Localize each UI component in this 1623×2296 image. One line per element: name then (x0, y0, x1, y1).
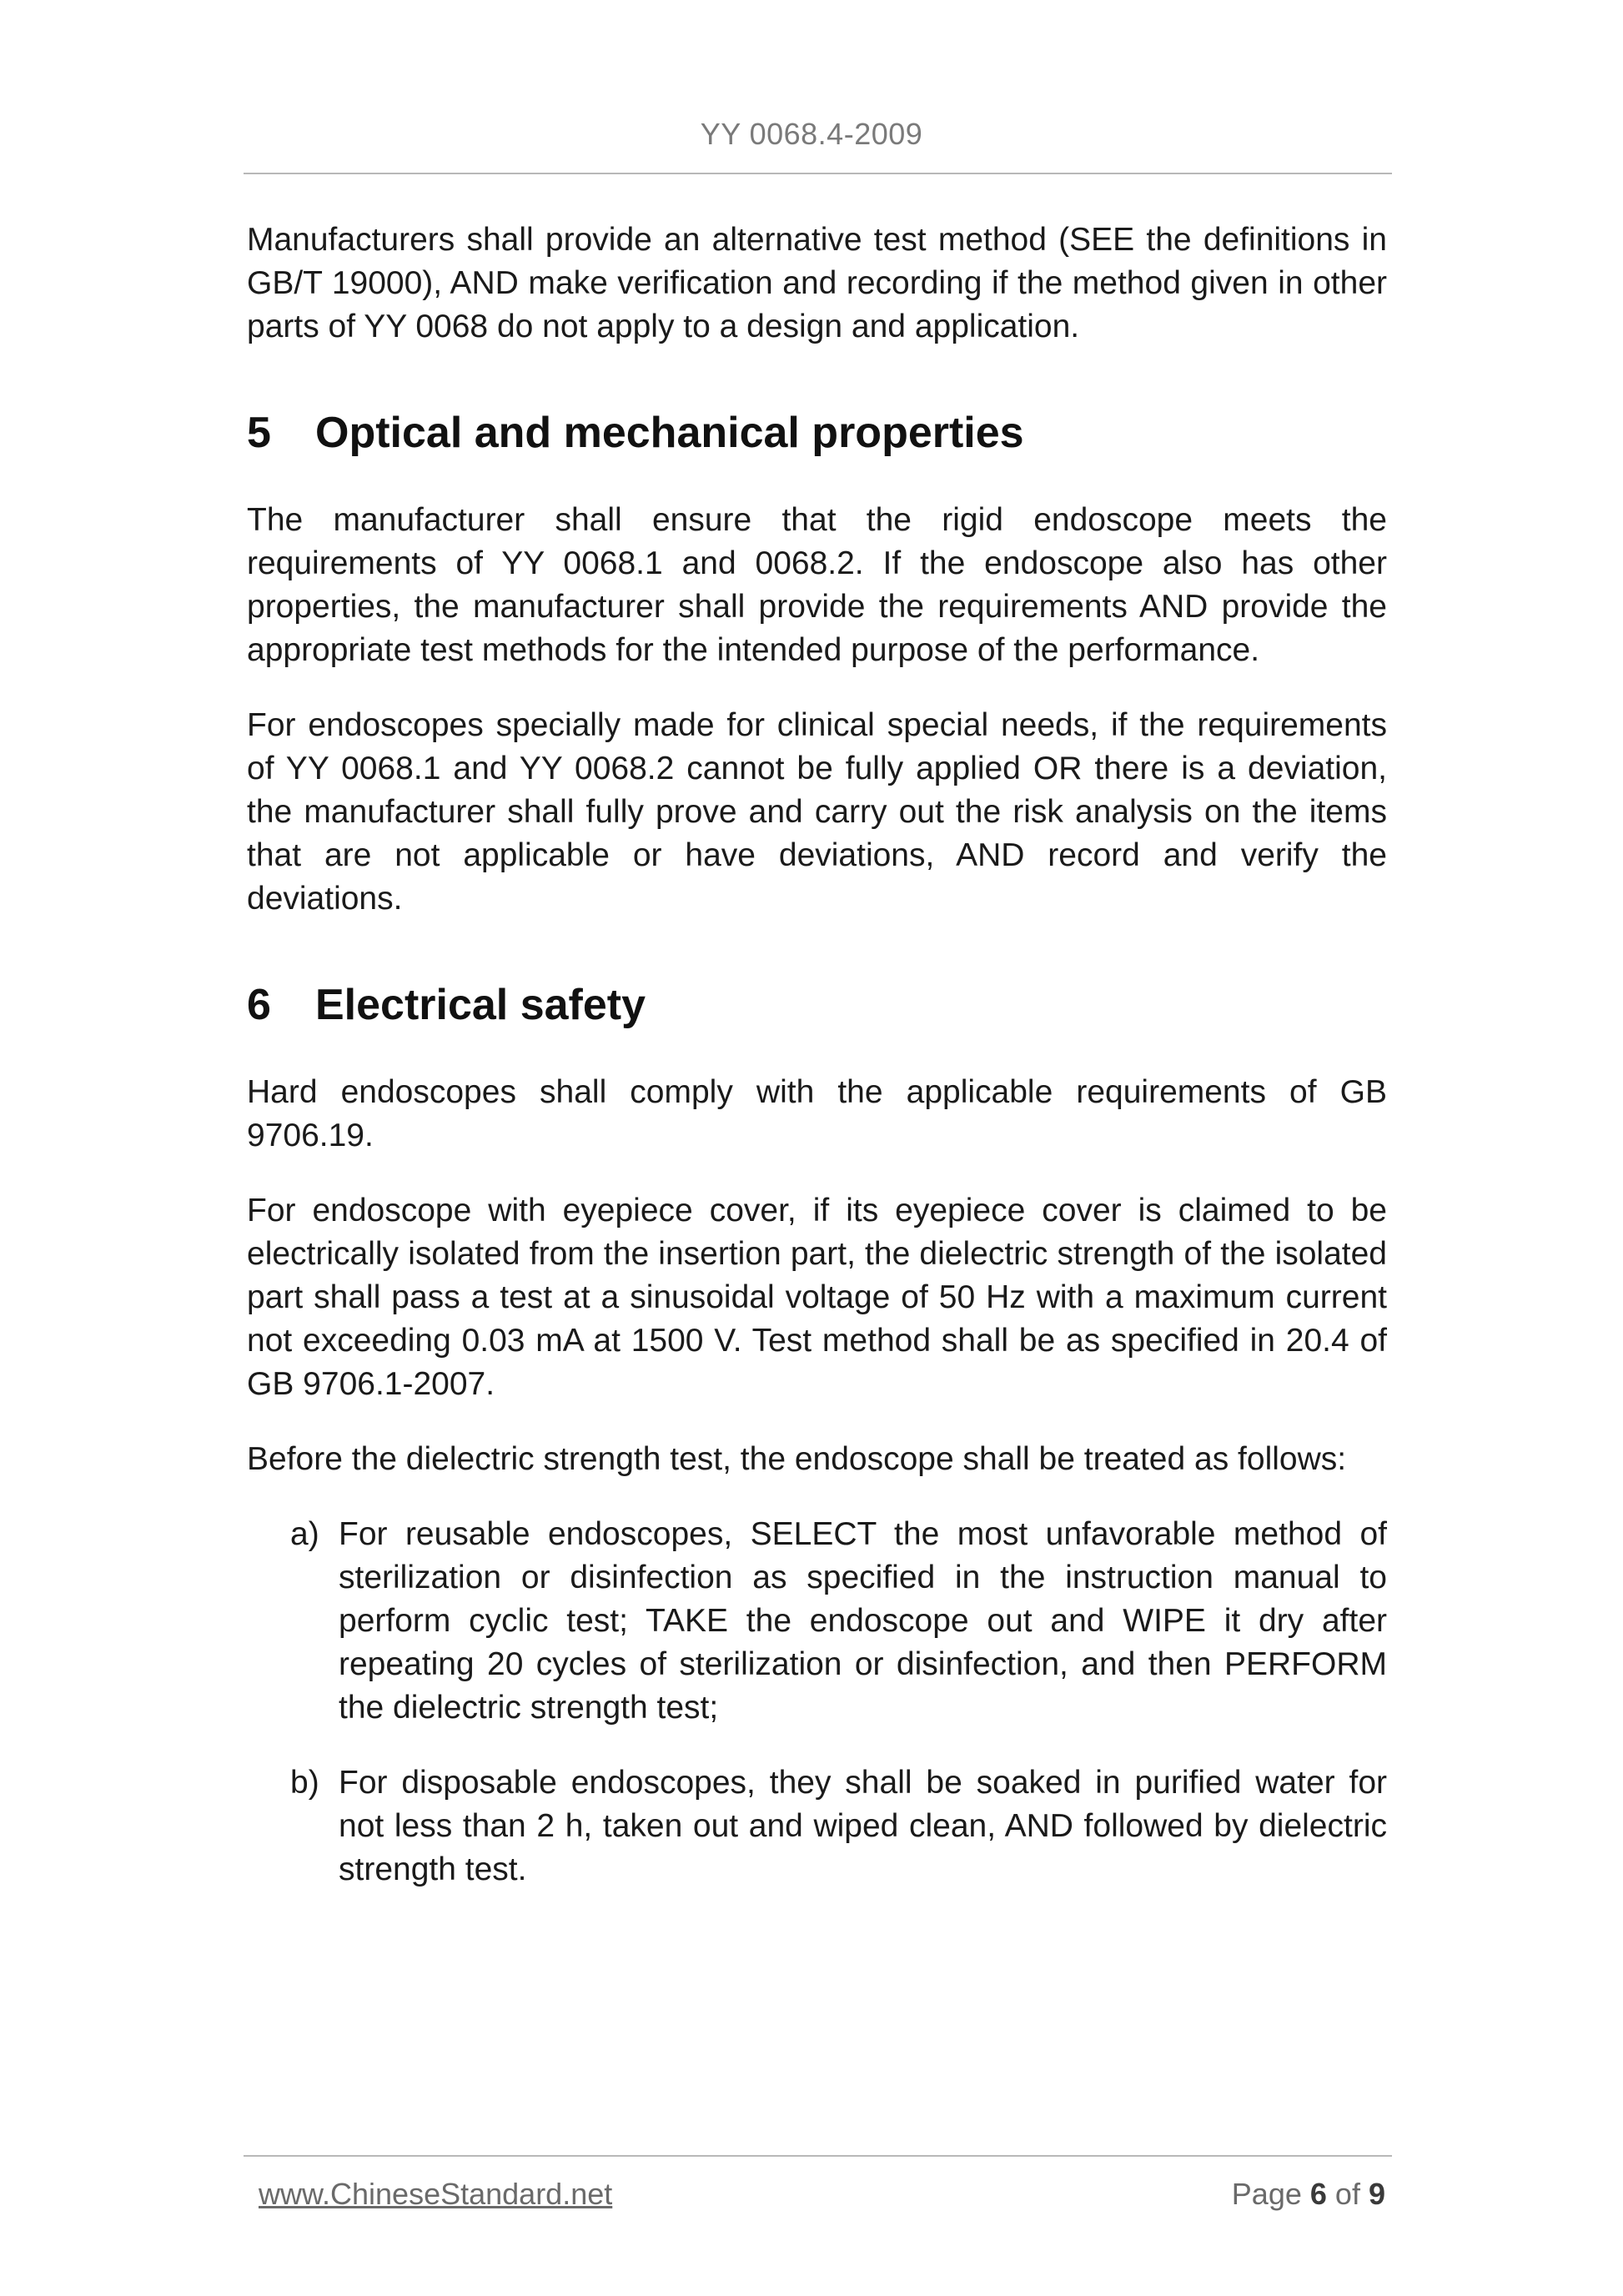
list-item-b-text: For disposable endoscopes, they shall be soaked in purified water for not less than 2 h, taken out and wiped clean, AND followed by dielectric strength test. (339, 1765, 1387, 1887)
section-6-paragraph-3: Before the dielectric strength test, the endoscope shall be treated as follows: (247, 1441, 1347, 1477)
section-5-number: 5 (247, 409, 271, 457)
header-divider (244, 173, 1392, 174)
footer-divider (244, 2155, 1392, 2157)
section-5-title: Optical and mechanical properties (315, 409, 1024, 457)
section-6-heading (247, 976, 1387, 1034)
page-indicator (1232, 2177, 1385, 2212)
list-item-a (290, 1513, 1387, 1730)
section-5-paragraph-2: For endoscopes specially made for clinical special needs, if the requirements of YY 0068.1 and YY 0068.2 cannot be fully applied OR there is a deviation, the manufacturer shall fully prove and carry out the risk analysis on the items that are not applicable or have deviations, AND record and verify the deviations. (247, 707, 1387, 917)
section-5-paragraph-1: The manufacturer shall ensure that the rigid endoscope meets the requirements of YY 0068.1 and 0068.2. If the endoscope also has other properties, the manufacturer shall provide the requirements AND provide the appropriate test methods for the intended purpose of the performance. (247, 502, 1387, 668)
section-6-paragraph-1: Hard endoscopes shall comply with the applicable requirements of GB 9706.19. (247, 1074, 1387, 1153)
section-6-title: Electrical safety (315, 981, 646, 1029)
section-6-paragraph-2: For endoscope with eyepiece cover, if its eyepiece cover is claimed to be electrically isolated from the insertion part, the dielectric strength of the isolated part shall pass a test at a sinusoidal voltage of 50 Hz with a maximum current not exceeding 0.03 mA at 1500 V. Test method shall be as specified in 20.4 of GB 9706.1-2007. (247, 1193, 1387, 1402)
list-marker-a: a) (290, 1516, 319, 1552)
total-pages-number: 9 (1368, 2177, 1385, 2211)
website-link[interactable]: www.ChineseStandard.net (259, 2177, 613, 2211)
section-6-number: 6 (247, 981, 271, 1029)
page-label: Page (1231, 2177, 1302, 2211)
page-content (247, 219, 1387, 1892)
document-code-header: YY 0068.4-2009 (700, 117, 923, 151)
list-item-a-text: For reusable endoscopes, SELECT the most unfavorable method of sterilization or disinfection as specified in the instruction manual to perform cyclic test; TAKE the endoscope out and WIPE it dry after repeating 20 cycles of sterilization or disinfection, and then PERFORM the dielectric strength test; (339, 1516, 1387, 1726)
current-page-number: 6 (1309, 2177, 1327, 2211)
list-marker-b: b) (290, 1765, 319, 1801)
list-item-b (290, 1761, 1387, 1892)
section-5-heading (247, 404, 1387, 462)
intro-paragraph: Manufacturers shall provide an alternative test method (SEE the definitions in GB/T 19000), AND make verification and recording if the method given in other parts of YY 0068 do not apply to a design and application. (247, 222, 1387, 344)
page-of-label: of (1334, 2177, 1360, 2211)
